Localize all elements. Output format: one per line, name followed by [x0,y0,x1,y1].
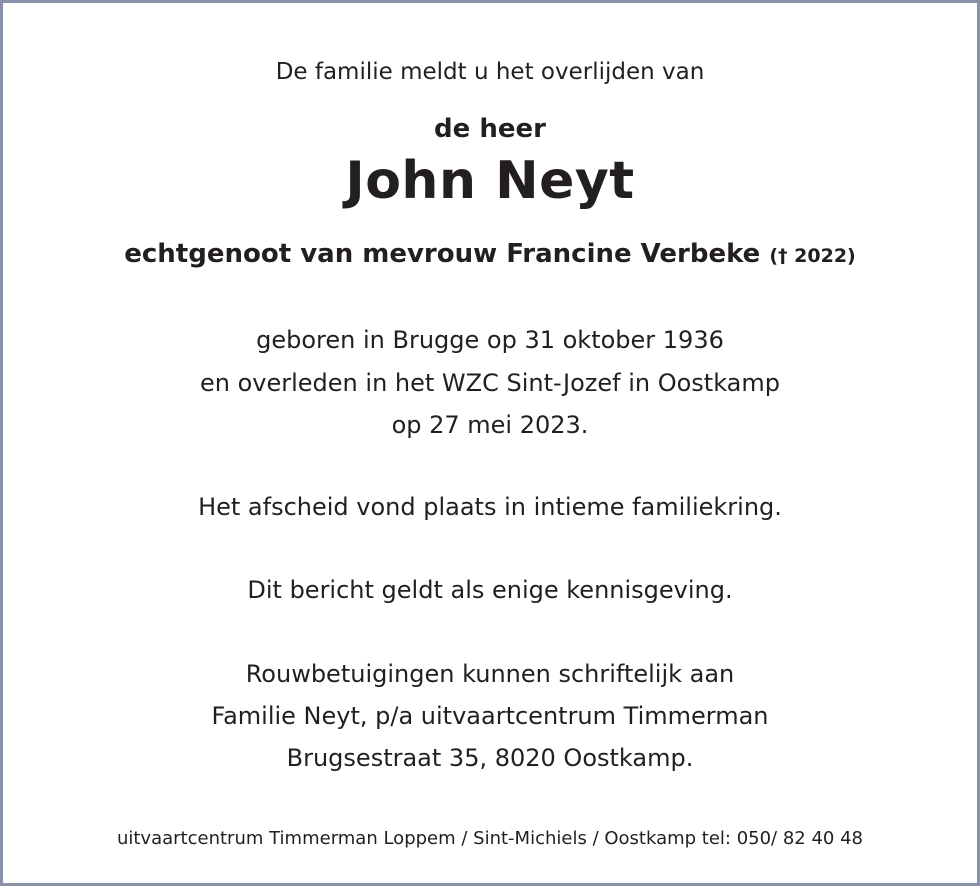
intro-text: De familie meldt u het overlijden van [275,59,705,85]
death-place-text: en overleden in het WZC Sint-Jozef in Oostkamp [200,369,780,397]
honorific-title: de heer [434,114,546,144]
birth-text: geboren in Brugge op 31 oktober 1936 [256,326,724,354]
funeral-home-footer: uitvaartcentrum Timmerman Loppem / Sint-Michiels / Oostkamp tel: 050/ 82 40 48 [116,828,864,849]
spouse-text: echtgenoot van mevrouw Francine Verbeke [124,239,761,269]
condolences-line-1: Rouwbetuigingen kunnen schriftelijk aan [245,660,735,688]
spouse-death-year: († 2022) [769,245,856,267]
farewell-text: Het afscheid vond plaats in intieme familiekring. [198,493,782,521]
spouse-line [3,239,977,269]
announcement-text: Dit bericht geldt als enige kennisgeving. [247,576,733,604]
deceased-name: John Neyt [345,151,635,211]
condolences-line-2: Familie Neyt, p/a uitvaartcentrum Timmerman [211,702,769,730]
death-date-text: op 27 mei 2023. [391,411,589,439]
condolences-line-3: Brugsestraat 35, 8020 Oostkamp. [286,744,694,772]
